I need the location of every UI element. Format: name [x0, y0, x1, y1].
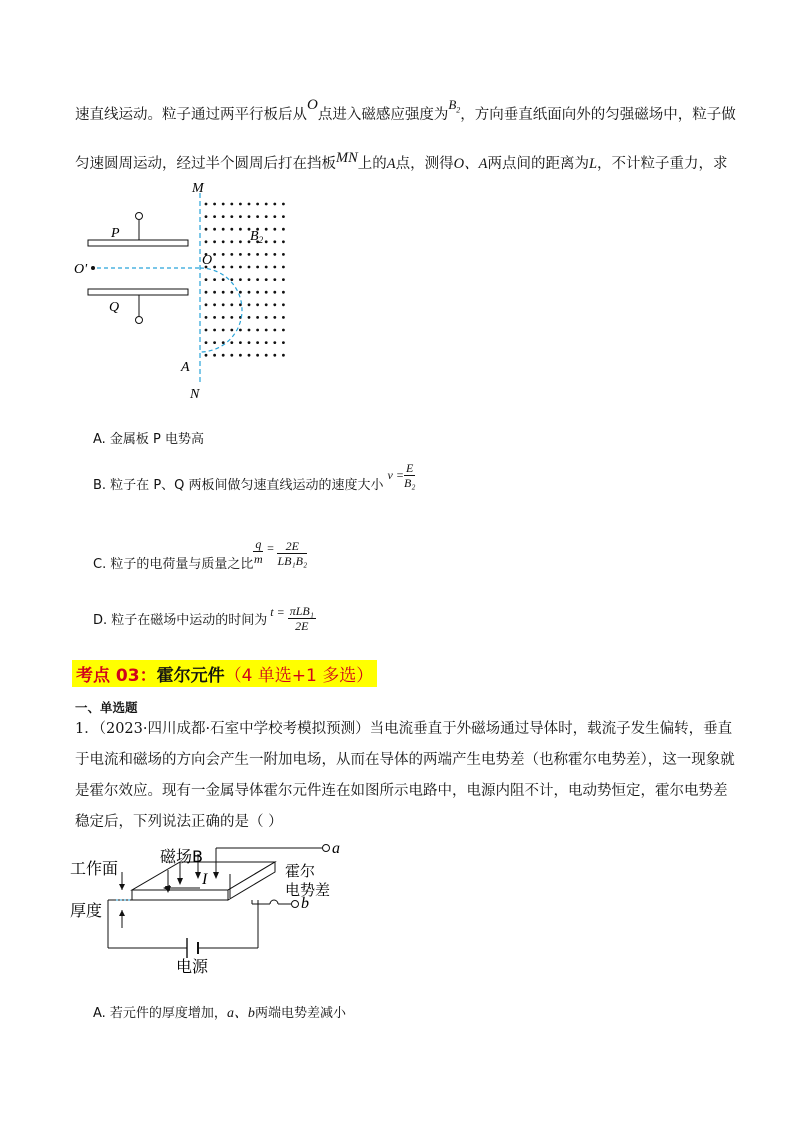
- intro-line-1: [75, 97, 736, 132]
- label-P: P: [111, 226, 120, 241]
- terminal-P: [136, 213, 143, 220]
- label-O: O: [202, 253, 213, 268]
- point-O-prime: [91, 266, 95, 270]
- fraction-v: $\frac{E}{\text{B₂}}$: [403, 460, 416, 490]
- question-1-option-A: A. 若元件的厚度增加，a、b两端电势差减小: [93, 1006, 346, 1021]
- label-hall-1: 霍尔: [285, 862, 316, 880]
- hall-slab-front: [132, 890, 228, 900]
- intro-text: ，方向垂直纸面向外的匀强磁场中，粒子做: [460, 107, 736, 123]
- label-O-prime: O': [74, 262, 88, 277]
- option-C: C. 粒子的电荷量与质量之比 $\frac{q}{m}$ = $\frac{2E}{\text{LB₁B₂}}$: [93, 537, 308, 572]
- intro-text: 两点间的距离为: [487, 156, 589, 172]
- label-a: a: [332, 840, 340, 857]
- fraction-q-m: $\frac{q}{m}$: [254, 537, 263, 566]
- intro-text: 匀速圆周运动，经过半个圆周后打在挡板: [75, 156, 336, 172]
- L-label: L: [588, 156, 598, 172]
- section-title: 一、单选题: [75, 700, 138, 715]
- OA-label: O、A: [453, 156, 488, 172]
- option-D: D. 粒子在磁场中运动的时间为 t = $\frac{\text{πLB₁}}{2E}$: [93, 603, 314, 633]
- plate-P: [88, 240, 188, 246]
- figure-hall-element-circuit: [70, 840, 370, 975]
- terminal-Q: [136, 317, 143, 324]
- intro-line-2: [75, 150, 728, 175]
- label-b: b: [301, 895, 309, 912]
- magnetic-field-dots: [205, 203, 285, 357]
- label-power-source: 电源: [176, 957, 209, 975]
- question-1: [75, 714, 735, 838]
- MN-label: MN: [336, 150, 358, 166]
- label-A: A: [181, 360, 190, 375]
- option-A: A. 金属板 P 电势高: [93, 432, 205, 447]
- option-B: B. 粒子在 P、Q 两板间做匀速直线运动的速度大小 v = $\frac{E}{\text{B₂}}$: [93, 460, 416, 493]
- label-working-face: 工作面: [70, 859, 119, 878]
- label-N: N: [190, 387, 200, 398]
- intro-text: 上的: [357, 156, 387, 172]
- B2-symbol: $B_2$: [448, 97, 461, 115]
- label-magnetic-field: 磁场B: [160, 847, 203, 866]
- A-label: A: [386, 156, 396, 172]
- intro-text: ，不计粒子重力，求: [597, 156, 728, 172]
- label-B2: $B_2$: [250, 229, 264, 245]
- plate-Q: [88, 289, 188, 295]
- intro-text: 点，测得: [395, 156, 454, 172]
- intro-text: 速直线运动。粒子通过两平行板后从: [75, 107, 307, 123]
- question-number: 1．: [75, 721, 99, 737]
- point-O-label: O: [307, 97, 318, 113]
- topic-heading: 考点 03：霍尔元件（4 单选+1 多选）: [72, 660, 377, 687]
- label-M: M: [192, 181, 204, 196]
- figure-plates-magnetic-field: [70, 178, 300, 398]
- label-thickness: 厚度: [70, 901, 103, 920]
- intro-text: 点进入磁感应强度为: [317, 107, 449, 123]
- label-Q: Q: [109, 300, 120, 315]
- label-current-I: I: [202, 871, 208, 888]
- fraction-t: $\frac{\text{πLB₁}}{2E}$: [289, 603, 314, 633]
- fraction-2E-LB1B2: $\frac{2E}{\text{LB₁B₂}}$: [277, 539, 308, 568]
- question-text: （2023·四川成都·石室中学校考模拟预测）当电流垂直于外磁场通过导体时，载流子发生偏转，垂直于电流和磁场的方向会产生一附加电场，从而在导体的两端产生电势差（也称霍尔电势差），这一现象就是霍尔效应。现有一金属导体霍尔元件连在如图所示电路中，电源内阻不计，电动势恒定，霍尔电势差稳定后，下列说法正确的是（ ）: [75, 721, 735, 830]
- label-hall-2: 电势差: [285, 881, 331, 899]
